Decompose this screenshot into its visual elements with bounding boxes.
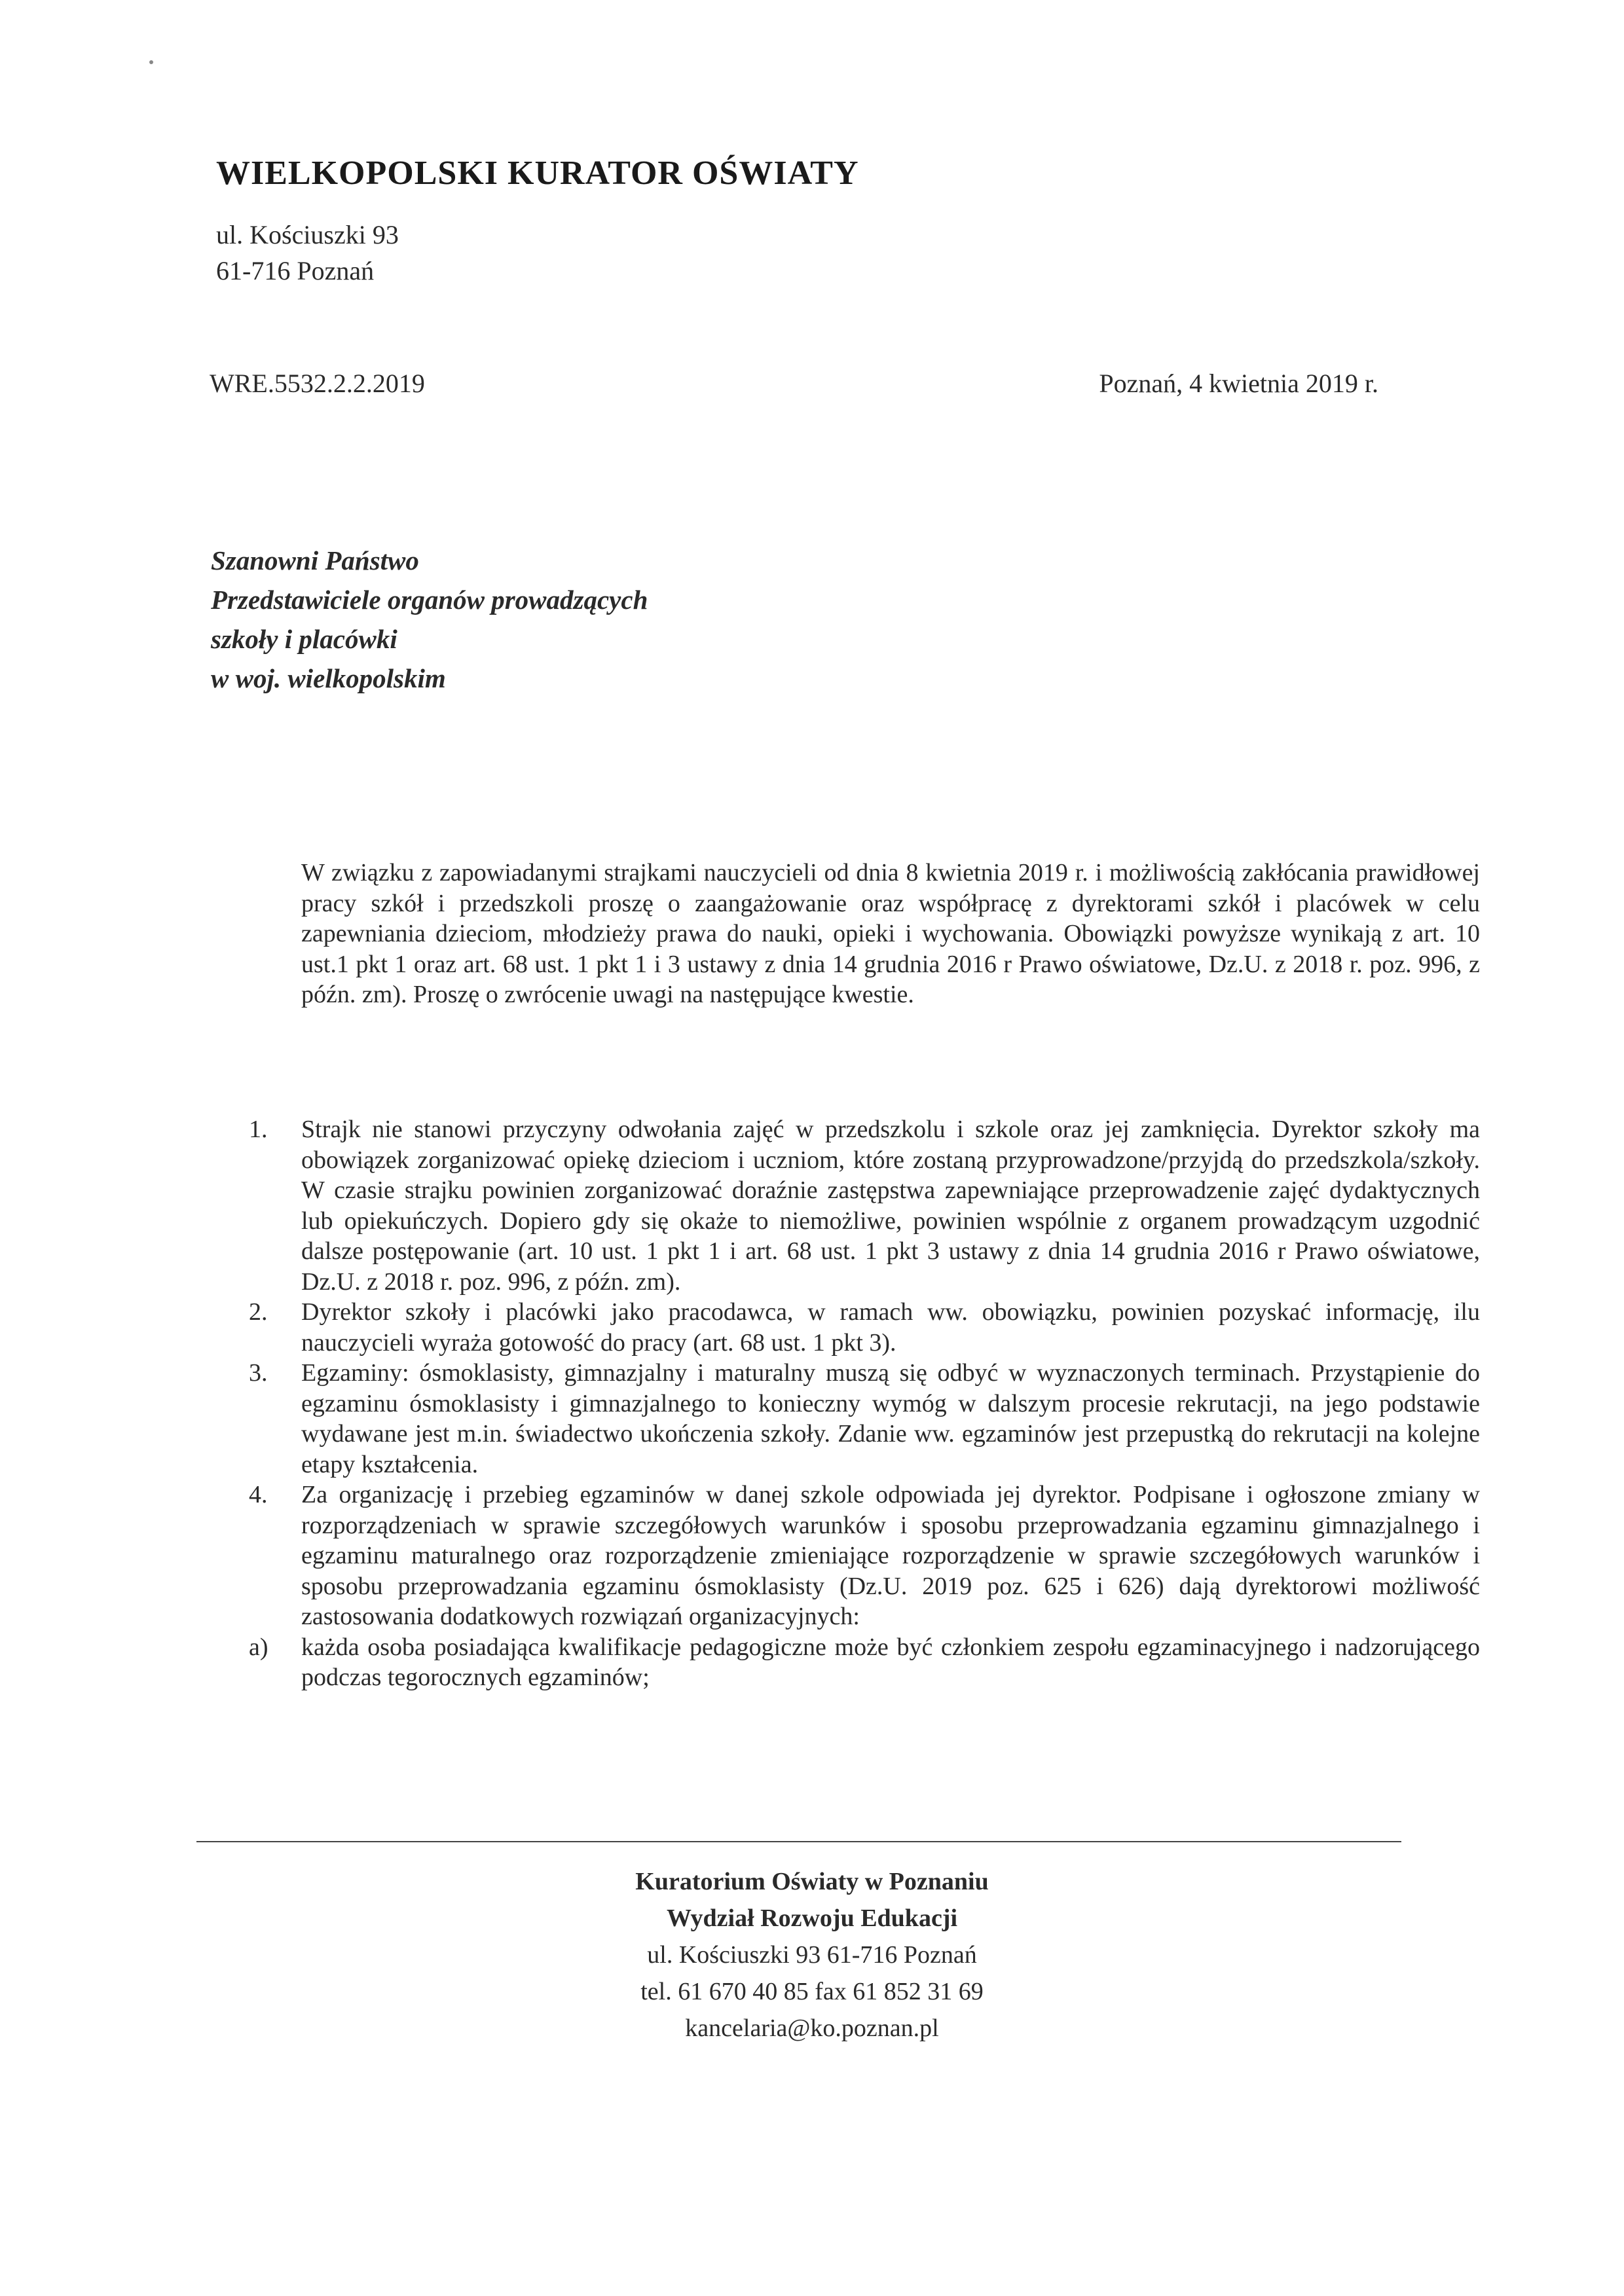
address-city: 61-716 Poznań [216, 256, 375, 285]
list-item [249, 1480, 1480, 1632]
list-item [249, 1114, 1480, 1297]
list-item-number: 2. [249, 1298, 268, 1326]
salutation-block [211, 541, 648, 698]
authority-title: WIELKOPOLSKI KURATOR OŚWIATY [216, 155, 859, 192]
salutation-line: Szanowni Państwo [211, 545, 419, 575]
list-item-number: 1. [249, 1116, 268, 1143]
intro-paragraph: W związku z zapowiadanymi strajkami nauczycieli od dnia 8 kwietnia 2019 r. i możliwością zakłócania prawidłowej pracy szkół i przedszkoli proszę o zaangażowanie oraz współpracę z dyrektorami szkół i placówek w celu zapewniania dzieciom, młodzieży prawa do nauki, opieki i wychowania. Obowiązki powyższe wynikają z art. 10 ust.1 pkt 1 oraz art. 68 ust. 1 pkt 1 i 3 ustawy z dnia 14 grudnia 2016 r Prawo oświatowe, Dz.U. z 2018 r. poz. 996, z późn. zm). Proszę o zwrócenie uwagi na następujące kwestie. [301, 859, 1480, 1008]
list-item-number: a) [249, 1633, 268, 1661]
list-item-text: Strajk nie stanowi przyczyny odwołania zajęć w przedszkolu i szkole oraz jej zamknięcia. Dyrektor szkoły ma obowiązek zorganizować opiekę dzieciom i uczniom, które zostaną przyprowadzone/przyjdą do przedszkola/szkoły. W czasie strajku powinien zorganizować doraźnie zastępstwa zapewniające przeprowadzenie zajęć dydaktycznych lub opiekuńczych. Dopiero gdy się okaże to niemożliwe, powinien wspólnie z organem prowadzącym uzgodnić dalsze postępowanie (art. 10 ust. 1 pkt 1 i art. 68 ust. 1 pkt 3 ustawy z dnia 14 grudnia 2016 r Prawo oświatowe, Dz.U. z 2018 r. poz. 996, z późn. zm). [301, 1116, 1480, 1296]
salutation-line: w woj. wielkopolskim [211, 663, 446, 693]
address-street: ul. Kościuszki 93 [216, 220, 399, 249]
scan-speck [149, 60, 153, 64]
footer-department: Wydział Rozwoju Edukacji [666, 1904, 958, 1932]
letter-date: Poznań, 4 kwietnia 2019 r. [1099, 369, 1378, 398]
list-item-number: 4. [249, 1481, 268, 1508]
list-item-text: Dyrektor szkoły i placówki jako pracodawca, w ramach ww. obowiązku, powinien pozyskać informację, ilu nauczycieli wyraża gotowość do pracy (art. 68 ust. 1 pkt 3). [301, 1298, 1480, 1357]
salutation-line: szkoły i placówki [211, 624, 397, 654]
reference-number: WRE.5532.2.2.2019 [210, 369, 425, 398]
list-item-text: każda osoba posiadająca kwalifikacje pedagogiczne może być członkiem zespołu egzaminacyjnego i nadzorującego podczas tegorocznych egzaminów; [301, 1633, 1480, 1691]
footer [0, 1863, 1624, 2047]
numbered-list [249, 1114, 1480, 1693]
salutation-line: Przedstawiciele organów prowadzących [211, 585, 648, 615]
list-item-text: Egzaminy: ósmoklasisty, gimnazjalny i maturalny muszą się odbyć w wyznaczonych terminach. Przystąpienie do egzaminu ósmoklasisty i gimnazjalnego to konieczny wymóg w dalszym procesie rekrutacji, na jego podstawie wydawane jest m.in. świadectwo ukończenia szkoły. Zdanie ww. egzaminów jest przepustką do rekrutacji na kolejne etapy kształcenia. [301, 1359, 1480, 1478]
footer-organization: Kuratorium Oświaty w Poznaniu [635, 1868, 989, 1895]
footer-phone-fax: tel. 61 670 40 85 fax 61 852 31 69 [640, 1978, 984, 2005]
list-item-text: Za organizację i przebieg egzaminów w danej szkole odpowiada jej dyrektor. Podpisane i ogłoszone zmiany w rozporządzeniach w sprawie szczegółowych warunków i sposobu przeprowadzania egzaminu gimnazjalnego i egzaminu maturalnego oraz rozporządzenie zmieniające rozporządzenie w sprawie szczegółowych warunków i sposobu przeprowadzania egzaminu ósmoklasisty (Dz.U. 2019 poz. 625 i 626) dają dyrektorowi możliwość zastosowania dodatkowych rozwiązań organizacyjnych: [301, 1481, 1480, 1630]
intro-paragraph-block [301, 858, 1480, 1010]
list-item-number: 3. [249, 1359, 268, 1387]
footer-address: ul. Kościuszki 93 61-716 Poznań [647, 1941, 977, 1969]
footer-divider [196, 1841, 1401, 1842]
footer-email: kancelaria@ko.poznan.pl [685, 2014, 939, 2042]
list-item [249, 1632, 1480, 1693]
list-item [249, 1297, 1480, 1358]
list-item [249, 1358, 1480, 1480]
